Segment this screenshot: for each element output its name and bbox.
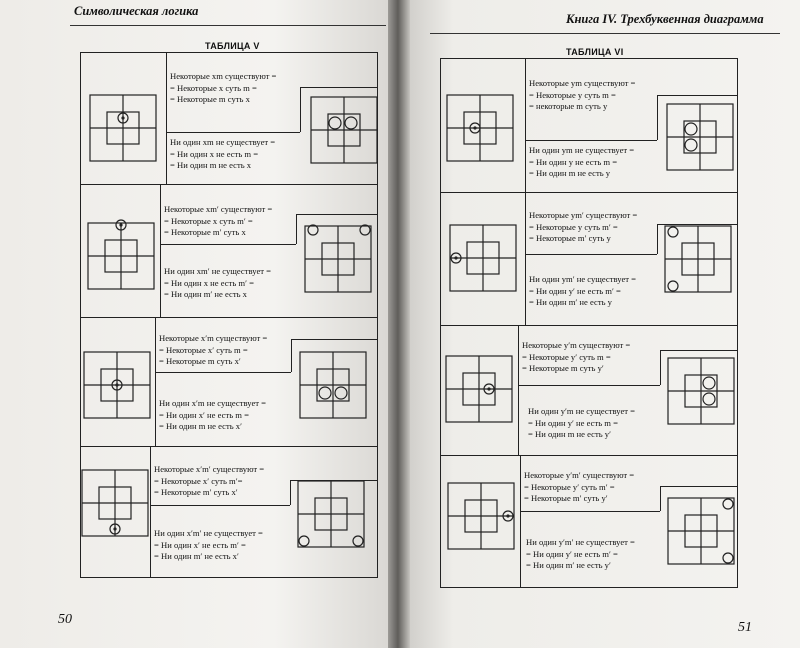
- statement-none-ym: Ни один ym не существует = = Ни один y не есть m = = Ни один m не есть y: [529, 145, 635, 179]
- right-page-number: 51: [738, 620, 752, 635]
- grey-counter: [723, 499, 733, 509]
- statement-none-ym-prime: Ни один ym′ не существует = = Ни один y′ не есть m′ = = Ни один m′ не есть y: [529, 274, 637, 308]
- statement-some-ym-prime: Некоторые ym′ существуют = = Некоторые y суть m′ = = Некоторые m′ суть y: [529, 210, 638, 244]
- statement-some-y-prime-m-prime: Некоторые y′m′ существуют = = Некоторые y′ суть m′ = = Некоторые m′ суть y′: [524, 470, 635, 504]
- statement-some-xm-prime: Некоторые xm′ существуют = = Некоторые x суть m′ = = Некоторые m′ суть x: [164, 204, 273, 238]
- grey-counter: [723, 553, 733, 563]
- statement-some-y-prime-m: Некоторые y′m существуют = = Некоторые y′ суть m = = Некоторые m суть y′: [522, 340, 631, 374]
- statement-some-x-prime-m: Некоторые x′m существуют = = Некоторые x′ суть m = = Некоторые m суть x′: [159, 333, 268, 367]
- left-page-number: 50: [58, 612, 72, 627]
- statement-none-y-prime-m-prime: Ни один y′m′ не существует = = Ни один y′ не есть m′ = = Ни один m′ не есть y′: [526, 537, 635, 571]
- statement-none-xm: Ни один xm не существует = = Ни один x не есть m = = Ни один m не есть x: [170, 137, 276, 171]
- table-vi-caption: ТАБЛИЦА VI: [566, 47, 624, 57]
- statement-none-x-prime-m: Ни один x′m не существует = = Ни один x′ не есть m = = Ни один m не есть x′: [159, 398, 267, 432]
- statement-none-y-prime-m: Ни один y′m не существует = = Ни один y′ не есть m = = Ни один m не есть y′: [528, 406, 636, 440]
- statement-some-xm: Некоторые xm существуют = = Некоторые x суть m = = Некоторые m суть x: [170, 71, 277, 105]
- left-running-head: Символическая логика: [74, 4, 199, 18]
- statement-none-x-prime-m-prime: Ни один x′m′ не существует = = Ни один x′ не есть m′ = = Ни один m′ не есть x′: [154, 528, 263, 562]
- right-running-head: Книга IV. Трехбуквенная диаграмма: [566, 12, 764, 26]
- statement-none-xm-prime: Ни один xm′ не существует = = Ни один x не есть m′ = = Ни один m′ не есть x: [164, 266, 272, 300]
- statement-some-x-prime-m-prime: Некоторые x′m′ существуют = = Некоторые x′ суть m′= = Некоторые m′ суть x′: [154, 464, 265, 498]
- statement-some-ym: Некоторые ym существуют = = Некоторые y суть m = = некоторые m суть y: [529, 78, 636, 112]
- table-v-caption: ТАБЛИЦА V: [205, 41, 260, 51]
